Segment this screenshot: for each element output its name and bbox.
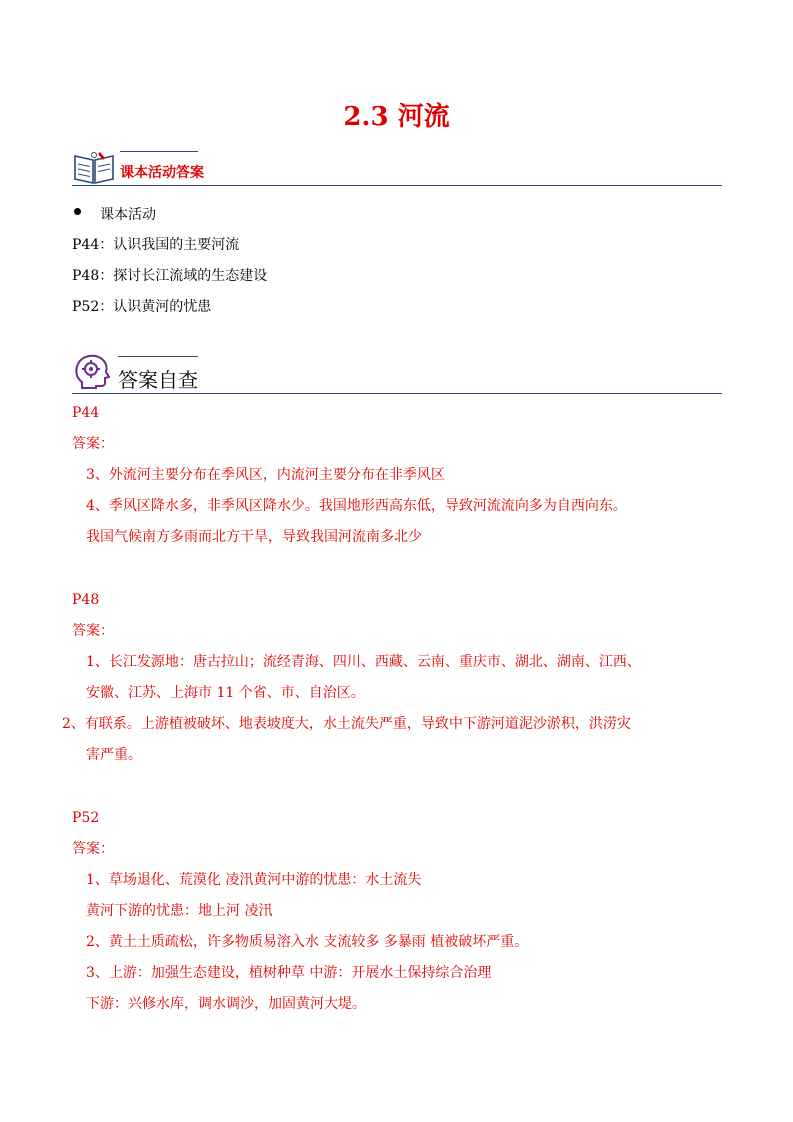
head-gears-icon xyxy=(74,352,110,396)
bullet-icon xyxy=(74,208,81,215)
answer-line: 害严重。 xyxy=(86,747,142,763)
section2-label: 答案自查 xyxy=(118,368,198,392)
page-ref: P52 xyxy=(72,810,100,826)
answer-line: 3、外流河主要分布在季风区，内流河主要分布在非季风区 xyxy=(86,467,445,483)
answer-line: 2、有联系。上游植被破坏、地表坡度大，水土流失严重，导致中下游河道泥沙淤积，洪涝灾 xyxy=(62,716,631,732)
answer-line: 我国气候南方多雨而北方干旱，导致我国河流南多北少 xyxy=(86,529,422,545)
activity-heading: 课本活动 xyxy=(100,207,156,223)
answer-line: 安徽、江苏、上海市 11 个省、市、自治区。 xyxy=(86,685,365,701)
answer-line: 1、长江发源地：唐古拉山；流经青海、四川、西藏、云南、重庆市、湖北、湖南、江西、 xyxy=(86,654,641,670)
section2-short-rule xyxy=(118,356,198,357)
section1-label: 课本活动答案 xyxy=(120,165,204,181)
answer-line: 黄河下游的忧患：地上河 凌汛 xyxy=(86,903,273,919)
answer-line: 下游：兴修水库，调水调沙，加固黄河大堤。 xyxy=(86,996,366,1012)
section1-short-rule xyxy=(120,151,198,152)
activity-item: P48：探讨长江流域的生态建设 xyxy=(72,268,268,284)
activity-item: P52：认识黄河的忧患 xyxy=(72,299,212,315)
answer-line: 3、上游：加强生态建设，植树种草 中游：开展水土保持综合治理 xyxy=(86,965,492,981)
answer-line: 2、黄土土质疏松，许多物质易溶入水 支流较多 多暴雨 植被破坏严重。 xyxy=(86,934,529,950)
page-ref: P44 xyxy=(72,405,100,421)
page-title: 2.3 河流 xyxy=(343,102,450,132)
answer-label: 答案： xyxy=(72,623,114,639)
section2-rule xyxy=(72,393,722,394)
book-icon xyxy=(72,150,116,190)
page-ref: P48 xyxy=(72,592,100,608)
answer-label: 答案： xyxy=(72,436,114,452)
answer-label: 答案： xyxy=(72,841,114,857)
section1-rule xyxy=(72,185,722,186)
activity-item: P44：认识我国的主要河流 xyxy=(72,237,240,253)
answer-line: 4、季风区降水多，非季风区降水少。我国地形西高东低，导致河流流向多为自西向东。 xyxy=(86,498,627,514)
answer-line: 1、草场退化、荒漠化 凌汛黄河中游的忧患：水土流失 xyxy=(86,872,422,888)
